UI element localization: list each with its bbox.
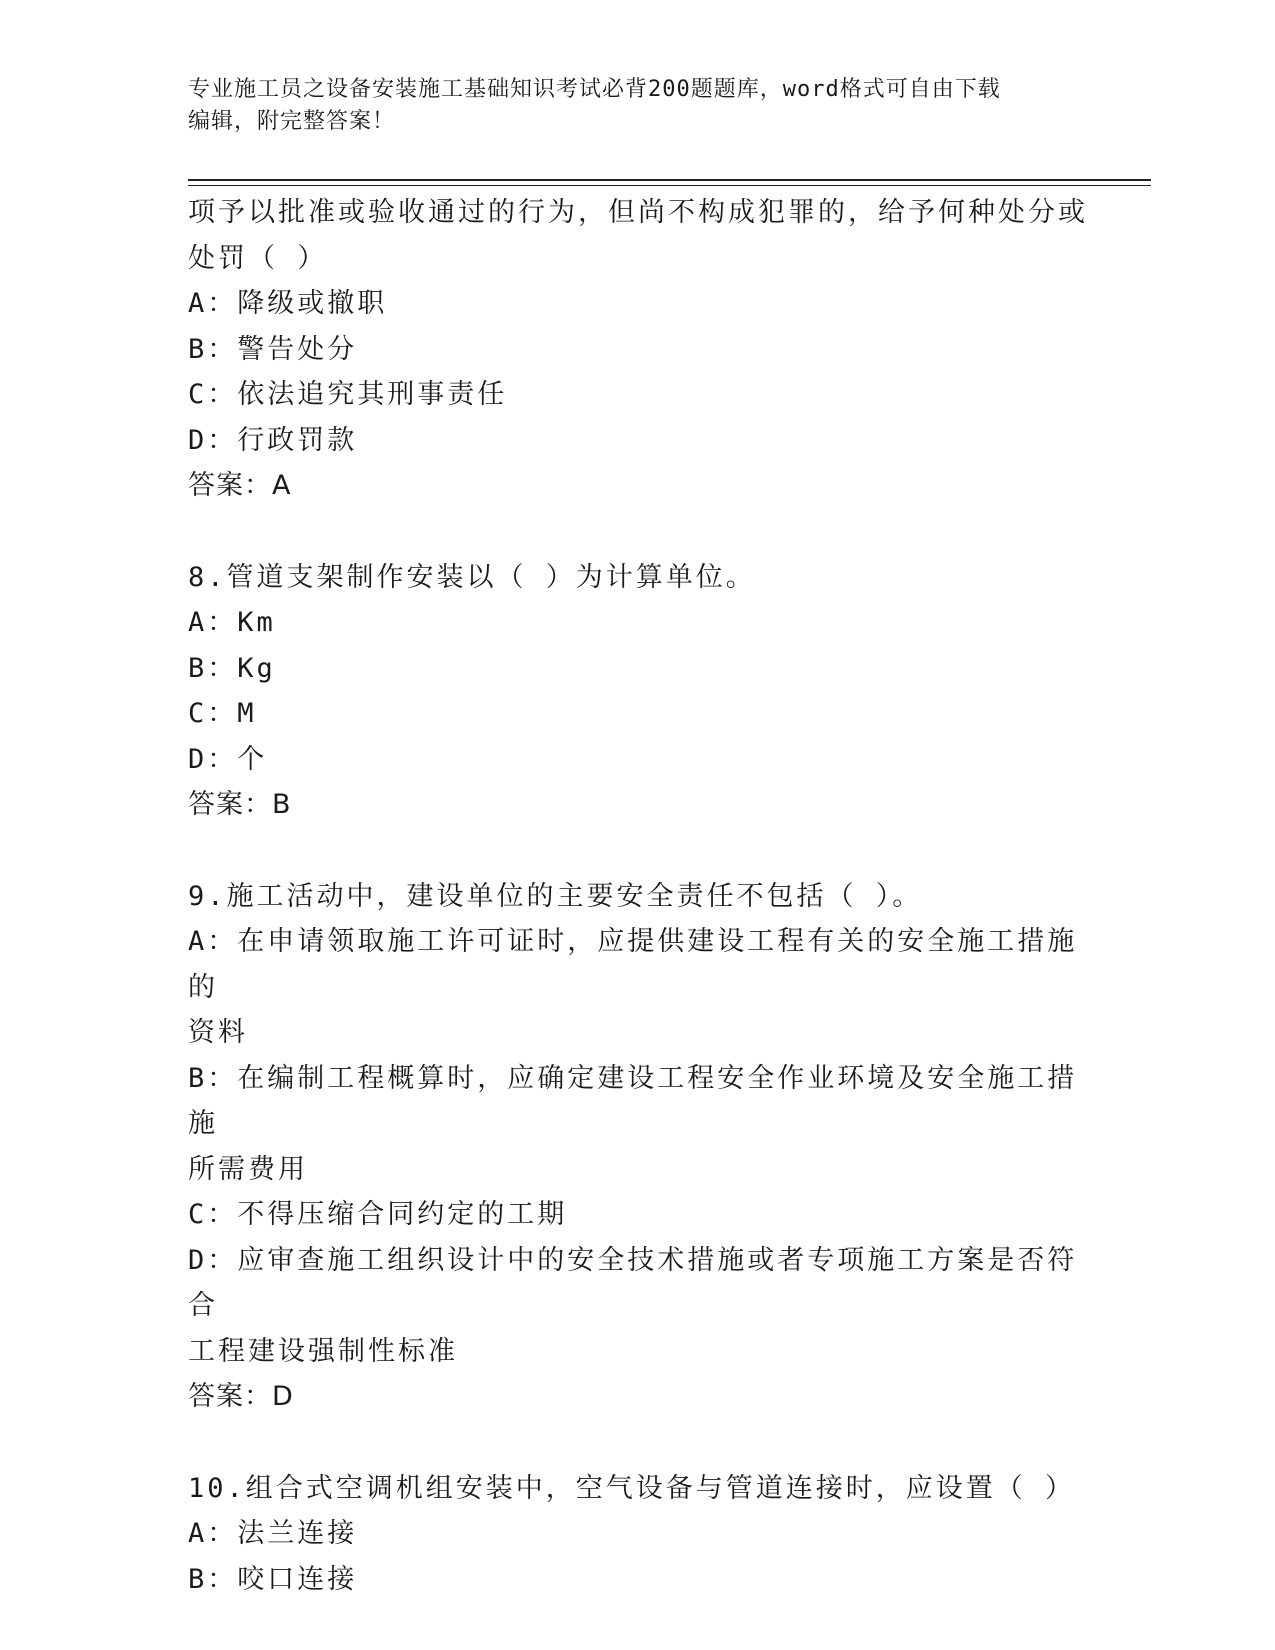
option-a-continued: 资料 bbox=[188, 1017, 248, 1048]
option-a: A：在申请领取施工许可证时，应提供建设工程有关的安全施工措施的 bbox=[188, 926, 1078, 1003]
question-stem: 8.管道支架制作安装以（ ）为计算单位。 bbox=[188, 561, 756, 593]
option-a: A：降级或撤职 bbox=[188, 288, 388, 319]
option-c: C：M bbox=[188, 698, 257, 729]
answer-label: 答案：A bbox=[188, 470, 292, 501]
question-7 bbox=[188, 190, 1088, 509]
option-d: D：个 bbox=[188, 743, 268, 775]
option-b: B：警告处分 bbox=[188, 333, 358, 365]
option-a: A：法兰连接 bbox=[188, 1518, 358, 1549]
option-b: B：Kg bbox=[188, 652, 276, 684]
option-b: B：在编制工程概算时，应确定建设工程安全作业环境及安全施工措施 bbox=[188, 1062, 1078, 1139]
question-stem: 9.施工活动中，建设单位的主要安全责任不包括（ ）。 bbox=[188, 880, 923, 912]
option-b: B：咬口连接 bbox=[188, 1563, 358, 1595]
question-8 bbox=[188, 555, 1088, 828]
question-list bbox=[188, 190, 1088, 1602]
header-divider-thick bbox=[188, 179, 1151, 181]
question-10 bbox=[188, 1466, 1088, 1603]
option-c: C：依法追究其刑事责任 bbox=[188, 379, 508, 410]
option-d: D：行政罚款 bbox=[188, 424, 358, 456]
header-title-line-2: 编辑，附完整答案！ bbox=[188, 109, 396, 134]
option-a: A：Km bbox=[188, 607, 276, 638]
option-d-continued: 工程建设强制性标准 bbox=[188, 1335, 458, 1367]
question-stem: 10.组合式空调机组安装中，空气设备与管道连接时，应设置（ ） bbox=[188, 1472, 1076, 1504]
answer-label: 答案：D bbox=[188, 1381, 294, 1412]
header-title-line-1: 专业施工员之设备安装施工基础知识考试必背200题题库，word格式可自由下载 bbox=[188, 77, 1001, 102]
document-header bbox=[188, 74, 1068, 138]
question-stem: 处罚（ ） bbox=[188, 242, 328, 274]
option-d: D：应审查施工组织设计中的安全技术措施或者专项施工方案是否符合 bbox=[188, 1244, 1078, 1321]
header-divider-thin bbox=[188, 185, 1151, 186]
option-c: C：不得压缩合同约定的工期 bbox=[188, 1199, 568, 1230]
answer-label: 答案：B bbox=[188, 789, 292, 820]
question-stem: 项予以批准或验收通过的行为，但尚不构成犯罪的，给予何种处分或 bbox=[188, 197, 1088, 228]
question-9 bbox=[188, 874, 1088, 1420]
option-b-continued: 所需费用 bbox=[188, 1153, 308, 1185]
